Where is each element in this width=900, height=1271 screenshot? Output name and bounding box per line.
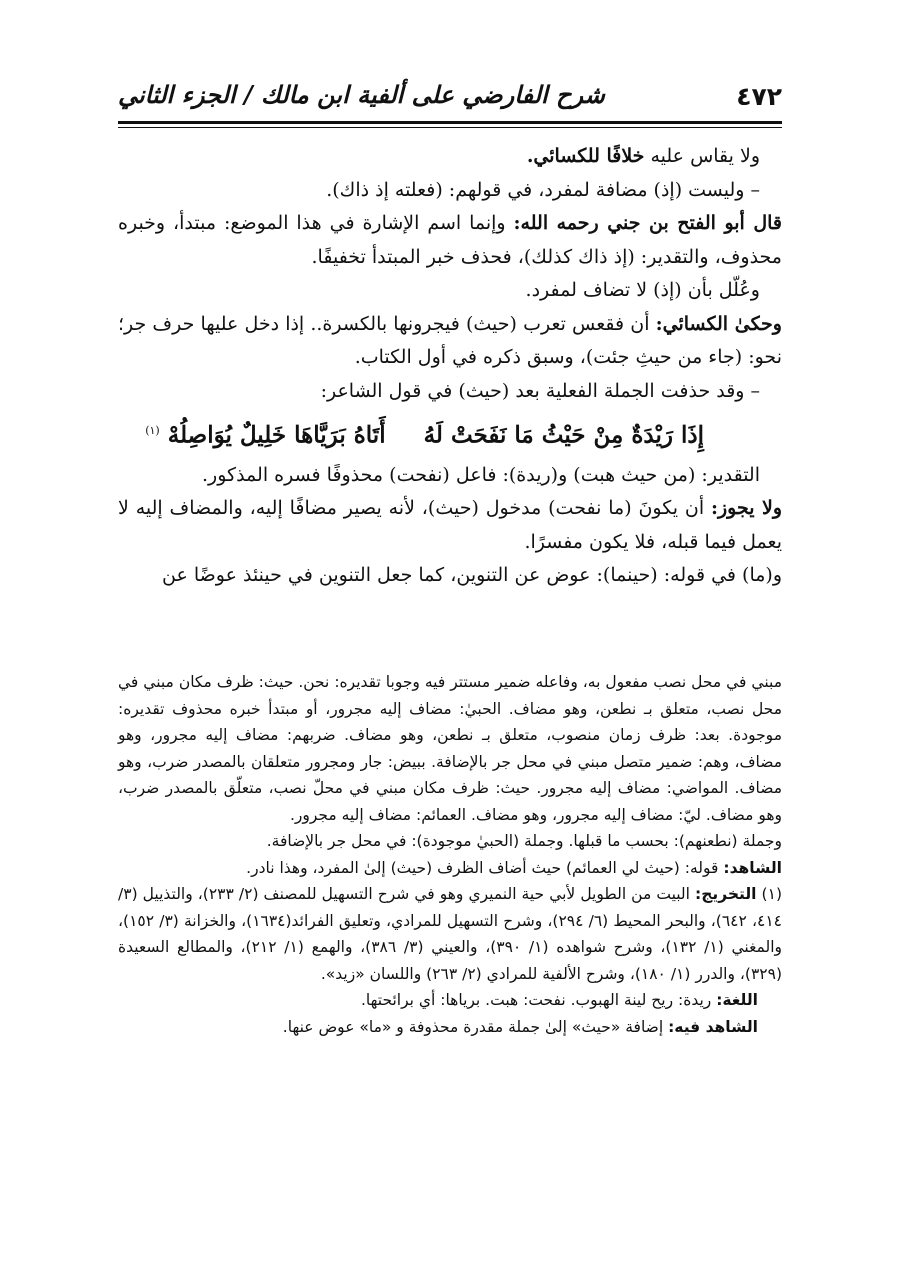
footnote-number: (١) [761,885,782,903]
footnote-1 [118,881,782,987]
text-run: ريدة: ريح لينة الهبوب. نفحت: هبت. برياها: أي برائحتها. [360,991,717,1009]
bold-run: اللغة: [716,991,758,1009]
bold-run: الشاهد فيه: [668,1017,758,1036]
page-header [118,76,782,120]
text-run: وإنما اسم الإشارة في هذا الموضع: مبتدأ، وخبره محذوف، والتقدير: (إذ ذاك كذلك)، فحذف خبر المبتدأ تخفيفًا. [118,212,782,268]
header-rule-thin [118,127,782,128]
main-paragraph: – وليست (إذ) مضافة لمفرد، في قولهم: (فعلته إذ ذاك). [326,178,760,201]
main-paragraph: – وقد حذفت الجملة الفعلية بعد (حيث) في قول الشاعر: [320,379,760,402]
text-run: البيت من الطويل لأبي حية النميري وهو في شرح التسهيل للمصنف (٢/ ٢٣٣)، والتذييل (٣/ ٤١٤، ٦٤٢)، والبحر المحيط (٦/ ٢٩٤)، وشرح التسهيل للمرادي، وتعليق الفرائد(١٦٣٤)، والخزانة (٣/ ١٥٢)، والمغني (١/ ١٣٢)، وشرح شواهده (١/ ٣٩٠)، والعيني (٣/ ٣٨٦)، والهمع (١/ ٢١٢)، والمطالع السعيدة (٣٢٩)، والدرر (١/ ١٨٠)، وشرح الألفية للمرادي (٢/ ٢٦٣) واللسان «زيد». [118,885,783,983]
text-run: أن فقعس تعرب (حيث) فيجرونها بالكسرة.. إذا دخل عليها حرف جر؛ نحو: (جاء من حيثِ جئت)، وسبق ذكره في أول الكتاب. [118,312,782,368]
main-text [118,140,782,593]
header-rule-thick [118,121,782,124]
main-paragraph [118,140,782,174]
text-run: أن يكونَ (ما نفحت) مدخول (حيث)، لأنه يصير مضافًا إليه، والمضاف إليه لا يعمل فيما قبله، فلا يكون مفسرًا. [118,497,782,553]
bold-run: وحكىٰ الكسائي: [655,312,782,335]
note-paragraph [118,987,782,1014]
footnote-marker: (١) [145,424,160,437]
verse-second-hemistich: أَتَاهُ بَرَيَّاهَا خَلِيلٌ يُوَاصِلُهْ [167,421,386,449]
text-run: ولا يقاس عليه [644,145,760,167]
main-paragraph [118,492,782,559]
note-paragraph: مبني في محل نصب مفعول به، وفاعله ضمير مستتر فيه وجوبا تقديره: نحن. حيث: ظرف مكان مبني في محل نصب، متعلق بـ نطعن، وهو مضاف. الحبيٰ: مضاف إليه مجرور، أو مبتدأ خبره محذوف تقديره: موجودة. بعد: ظرف زمان منصوب، متعلق بـ نطعن، وهو مضاف. ضربهم: مضاف إليه مجرور، وهو مضاف، وهم: ضمير متصل مبني في محل جر بالإضافة. ببيض: جار ومجرور متعلقان بالمصدر ضرب، وهو مضاف. المواضي: مضاف إليه مجرور. حيث: ظرف مكان مبني في محلّ نصب، متعلّق بالمصدر ضرب، وهو مضاف. ليّ: مضاف إليه مجرور، وهو مضاف. العمائم: مضاف إليه مجرور. [118,673,782,824]
verse-first-hemistich: إِذَا رَيْدَةٌ مِنْ حَيْثُ مَا نَفَحَتْ لَهُ [423,421,704,449]
footnotes [118,669,782,1040]
page-number: ٤٧٢ [736,82,782,111]
text-run: إضافة «حيث» إلىٰ جملة مقدرة محذوفة و «ما» عوض عنها. [282,1017,669,1036]
poetry-verse [118,408,782,459]
main-paragraph: وعُلّل بأن (إذ) لا تضاف لمفرد. [525,279,760,301]
bold-run: خلافًا للكسائي. [526,145,645,167]
bold-run: الشاهد: [723,858,782,877]
main-paragraph: و(ما) في قوله: (حينما): عوض عن التنوين، كما جعل التنوين في حينئذ عوضًا عن [162,564,782,587]
text-run: قوله: (حيث لي العمائم) حيث أضاف الظرف (حيث) إلىٰ المفرد، وهذا نادر. [246,858,724,877]
main-paragraph: التقدير: (من حيث هبت) و(ريدة): فاعل (نفحت) محذوفًا فسره المذكور. [202,463,760,486]
note-paragraph [118,1014,782,1041]
bold-run: قال أبو الفتح بن جني رحمه الله: [513,212,782,234]
main-paragraph [118,207,782,274]
note-paragraph: وجملة (نطعنهم): بحسب ما قبلها. وجملة (الحبيٰ موجودة): في محل جر بالإضافة. [266,832,782,850]
running-title: شرح الفارضي على ألفية ابن مالك / الجزء الثاني [118,80,605,109]
bold-run: ولا يجوز: [710,497,782,520]
bold-run: التخريج: [695,885,757,903]
main-paragraph [118,308,782,375]
note-paragraph [118,855,782,882]
